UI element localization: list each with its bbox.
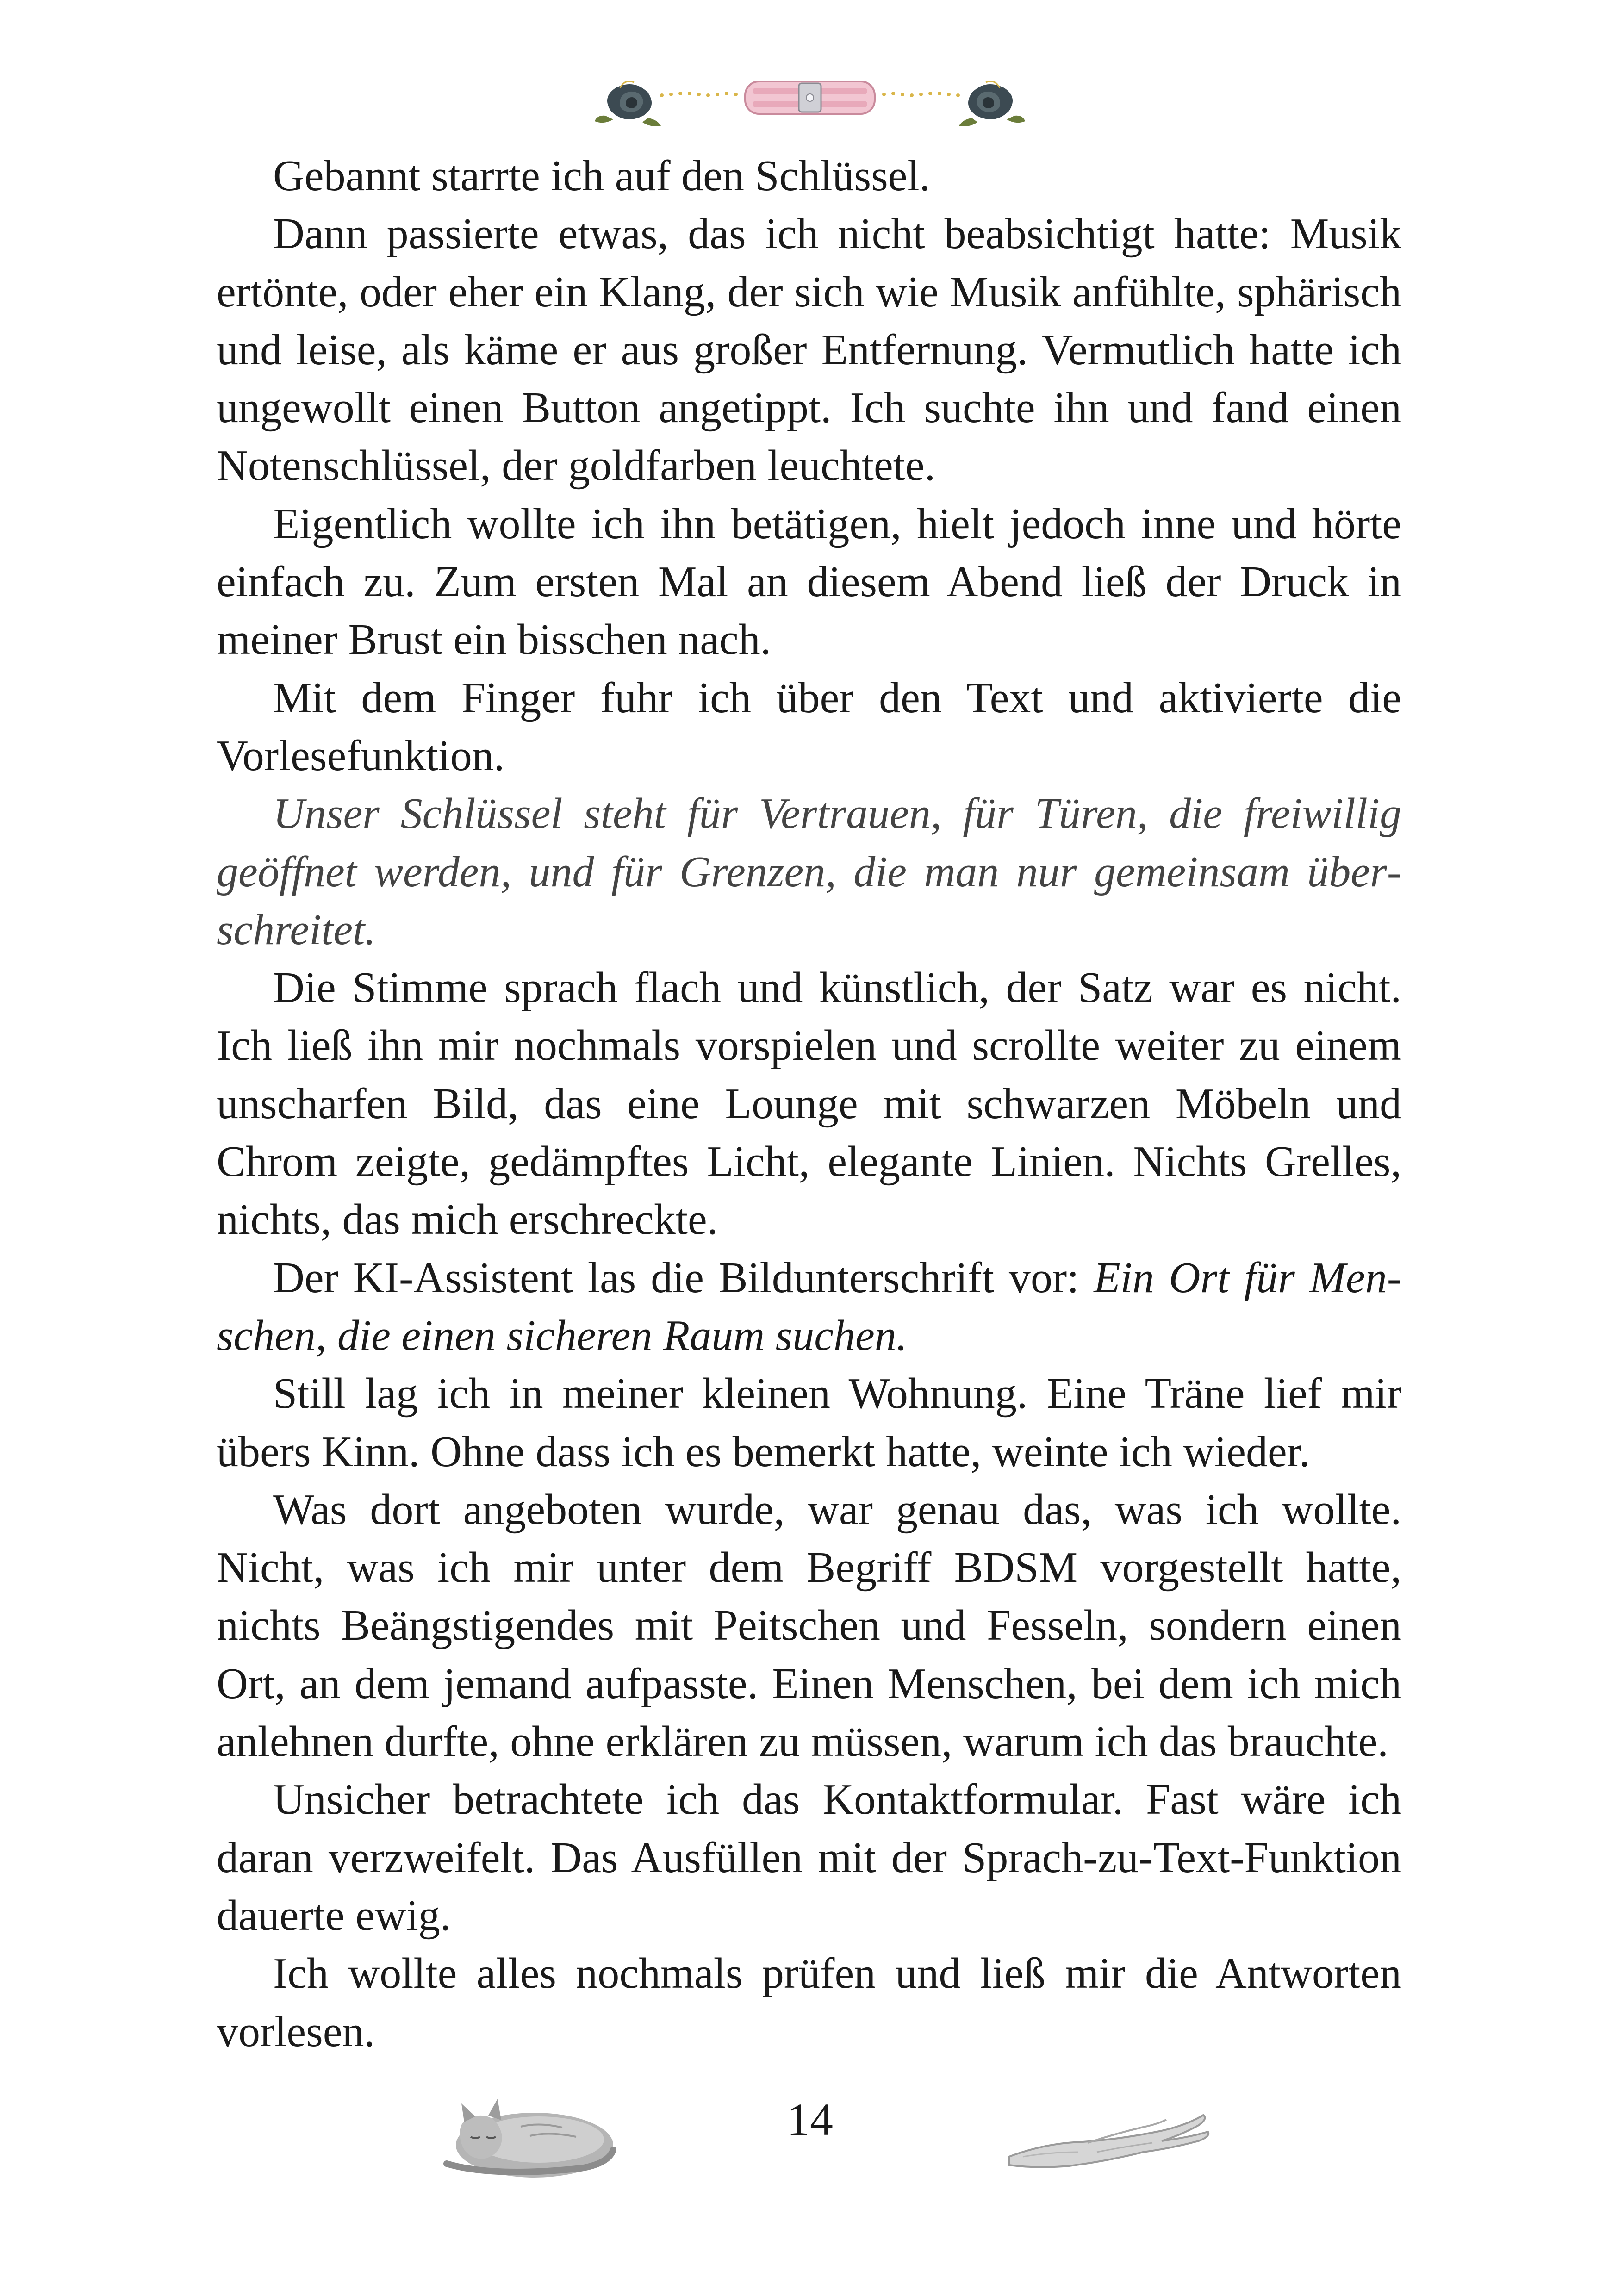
paragraph: Dann passierte etwas, das ich nicht beabsichtigt hatte: Musik ertönte, oder eher ein Klang, der sich wie Musik anfühlte, sphärisch und leise, als käme er aus großer Entfernung. Vermutlich hatte ich ungewollt einen Button angetippt. Ich suchte ihn und fand einen Notenschlüssel, der goldfarben leuchtete. bbox=[217, 210, 1401, 490]
right-rose-icon bbox=[959, 81, 1025, 126]
paragraph: Was dort angeboten wurde, war genau das, was ich wollte. Nicht, was ich mir unter dem Begriff BDSM vorgestellt hatte, nichts Beängstigendes mit Peitschen und Fesseln, sondern einen Ort, an dem jemand aufpasste. Einen Menschen, bei dem ich mich anlehnen durfte, ohne erklären zu müssen, warum ich das brauchte. bbox=[217, 1485, 1401, 1766]
page-number: 14 bbox=[787, 2094, 833, 2145]
italic-quote-paragraph: Unser Schlüssel steht für Vertrauen, für Türen, die freiwillig geöffnet werden, und für Grenzen, die man nur gemeinsam überschreitet. bbox=[217, 790, 1401, 954]
italic-caption: Ein Ort für Menschen, die einen sicheren Raum suchen. bbox=[217, 1253, 1402, 1360]
paragraph: Unsicher betrachtete ich das Kontaktformular. Fast wäre ich daran verzweifelt. Das Ausfüllen mit der Sprach-zu-Text-Funktion dauerte ewig. bbox=[217, 1775, 1401, 1940]
paragraph: Eigentlich wollte ich ihn betätigen, hielt jedoch inne und hörte einfach zu. Zum ersten Mal an diesem Abend ließ der Druck in meiner Brust ein bisschen nach. bbox=[217, 499, 1401, 664]
paragraph: Still lag ich in meiner kleinen Wohnung. Eine Träne lief mir übers Kinn. Ohne dass ich es bemerkt hatte, weinte ich wieder. bbox=[217, 1369, 1401, 1476]
sleeping-cat-icon bbox=[428, 2085, 622, 2182]
paragraph: Gebannt starrte ich auf den Schlüssel. bbox=[273, 152, 931, 200]
paragraph: Ich wollte alles nochmals prüfen und ließ mir die Antworten vorlesen. bbox=[217, 1949, 1401, 2056]
left-rose-icon bbox=[595, 81, 661, 126]
paragraph bbox=[217, 1249, 1401, 1365]
body-text bbox=[217, 147, 1401, 2061]
open-hand-icon bbox=[1004, 2087, 1213, 2180]
paragraph: Mit dem Finger fuhr ich über den Text und aktivierte die Vorlesefunktion. bbox=[217, 673, 1401, 780]
paragraph-text: Der KI-Assistent las die Bildunterschrift vor: bbox=[273, 1253, 1094, 1302]
collar-icon bbox=[745, 81, 875, 114]
header-ornament bbox=[592, 60, 1027, 134]
paragraph: Die Stimme sprach flach und künstlich, der Satz war es nicht. Ich ließ ihn mir nochmals vorspielen und scrollte weiter zu einem unscharfen Bild, das eine Lounge mit schwarzen Möbeln und Chrom zeigte, gedämpftes Licht, elegante Linien. Nichts Grelles, nichts, das mich erschreckte. bbox=[217, 964, 1401, 1244]
